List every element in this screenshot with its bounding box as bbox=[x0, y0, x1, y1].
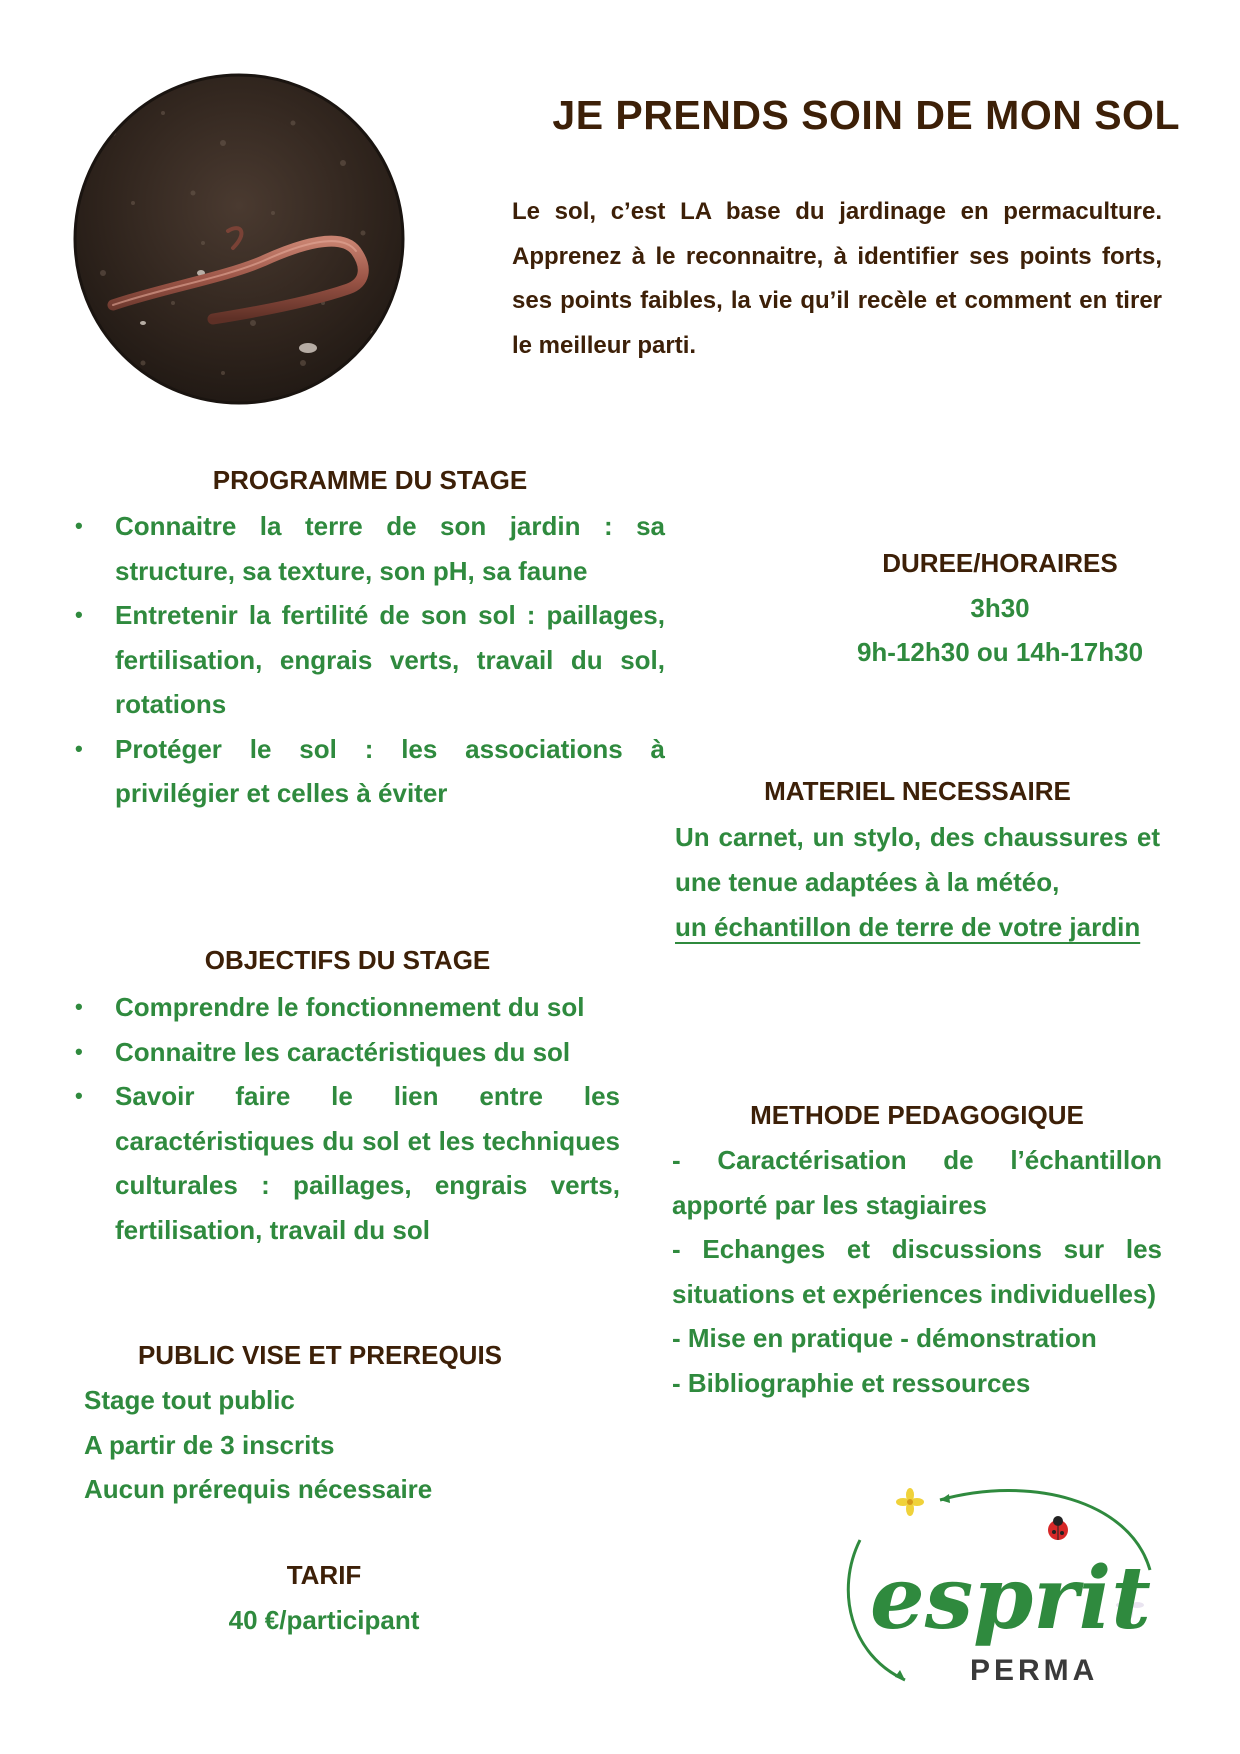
objectifs-list bbox=[75, 985, 620, 1252]
programme-heading: PROGRAMME DU STAGE bbox=[212, 465, 528, 495]
public-line: Aucun prérequis nécessaire bbox=[84, 1474, 433, 1504]
methode-lines bbox=[672, 1138, 1162, 1405]
list-item: • Connaitre les caractéristiques du sol bbox=[75, 1030, 620, 1075]
programme-list bbox=[75, 504, 665, 816]
list-item: • Protéger le sol : les associations à privilégier et celles à éviter bbox=[75, 727, 665, 816]
public-line: Stage tout public bbox=[84, 1385, 295, 1415]
tarif-heading: TARIF bbox=[286, 1560, 362, 1590]
intro-paragraph: Le sol, c’est LA base du jardinage en permaculture. Apprenez à le reconnaitre, à identifier ses points forts, ses points faibles, la vie qu’il recèle et comment en tirer le meilleur parti. bbox=[512, 198, 1162, 359]
public-heading: PUBLIC VISE ET PREREQUIS bbox=[137, 1340, 503, 1370]
logo-sub: PERMA bbox=[970, 1654, 1099, 1687]
duree-hours: 9h-12h30 ou 14h-17h30 bbox=[856, 637, 1144, 667]
objectifs-heading: OBJECTIFS DU STAGE bbox=[204, 945, 491, 975]
list-item: • Comprendre le fonctionnement du sol bbox=[75, 985, 620, 1030]
page-title: JE PRENDS SOIN DE MON SOL bbox=[552, 92, 1180, 138]
soil-worm-photo bbox=[73, 73, 405, 405]
esprit-perma-logo bbox=[830, 1480, 1170, 1692]
materiel-sample: un échantillon de terre de votre jardin bbox=[675, 912, 1141, 942]
methode-line: - Mise en pratique - démonstration bbox=[672, 1323, 1097, 1353]
public-line: A partir de 3 inscrits bbox=[84, 1429, 335, 1460]
methode-line: - Caractérisation de l’échantillon apporté par les stagiaires bbox=[672, 1145, 1162, 1220]
duree-heading: DUREE/HORAIRES bbox=[882, 548, 1118, 578]
logo-word: esprit bbox=[870, 1548, 1151, 1649]
methode-line: - Bibliographie et ressources bbox=[672, 1367, 1031, 1398]
list-item: • Entretenir la fertilité de son sol : paillages, fertilisation, engrais verts, travail du sol, rotations bbox=[75, 593, 665, 727]
list-item: • Savoir faire le lien entre les caractéristiques du sol et les techniques culturales : paillages, engrais verts, fertilisation, travail du sol bbox=[75, 1074, 620, 1252]
tarif-value: 40 €/participant bbox=[228, 1605, 420, 1635]
list-item: • Connaitre la terre de son jardin : sa structure, sa texture, son pH, sa faune bbox=[75, 504, 665, 593]
ladybug-icon bbox=[1048, 1516, 1068, 1540]
materiel-heading: MATERIEL NECESSAIRE bbox=[764, 776, 1071, 806]
materiel-line: Un carnet, un stylo, des chaussures et une tenue adaptées à la météo, bbox=[675, 822, 1160, 897]
methode-heading: METHODE PEDAGOGIQUE bbox=[750, 1100, 1084, 1130]
duree-duration: 3h30 bbox=[970, 593, 1030, 623]
logo-arrow-icon bbox=[895, 1670, 905, 1680]
public-lines bbox=[84, 1378, 564, 1512]
materiel-text bbox=[675, 815, 1160, 951]
flower-icon bbox=[896, 1488, 924, 1516]
methode-line: - Echanges et discussions sur les situations et expériences individuelles) bbox=[672, 1234, 1162, 1309]
